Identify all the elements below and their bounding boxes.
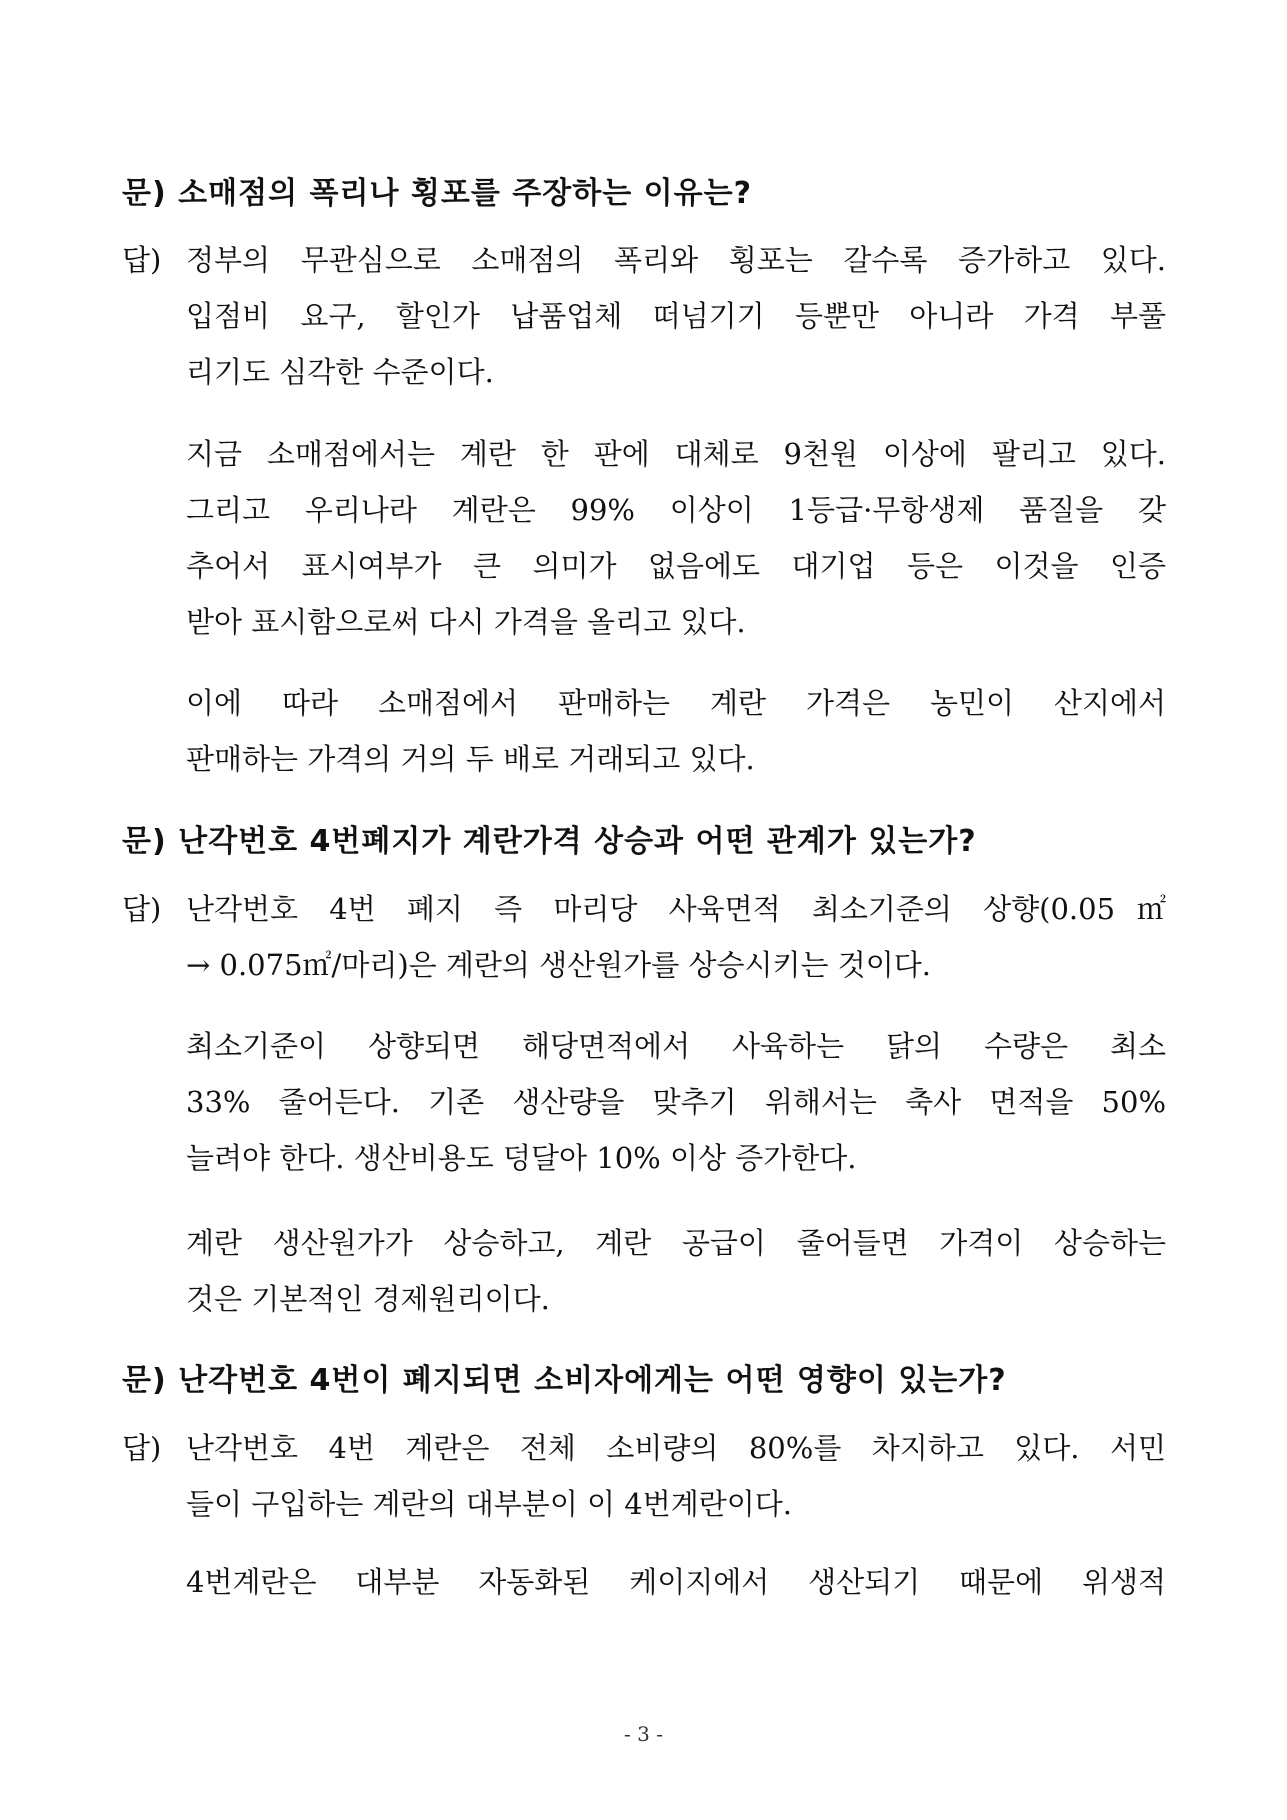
answer-1-paragraph-1 — [186, 232, 1166, 400]
text-line: 늘려야 한다. 생산비용도 덩달아 10% 이상 증가한다. — [186, 1141, 857, 1175]
text-line: 입점비 요구, 할인가 납품업체 떠넘기기 등뿐만 아니라 가격 부풀 — [186, 299, 1166, 333]
text-line: 들이 구입하는 계란의 대부분이 이 4번계란이다. — [186, 1487, 793, 1521]
text-line: 것은 기본적인 경제원리이다. — [186, 1282, 550, 1316]
text-line: 지금 소매점에서는 계란 한 판에 대체로 9천원 이상에 팔리고 있다. — [186, 437, 1166, 471]
answer-3-paragraph-2 — [186, 1554, 1166, 1610]
text-line: 33% 줄어든다. 기존 생산량을 맞추기 위해서는 축사 면적을 50% — [186, 1085, 1166, 1119]
question-3: 문) 난각번호 4번이 폐지되면 소비자에게는 어떤 영향이 있는가? — [122, 1363, 1007, 1398]
text-line: 받아 표시함으로써 다시 가격을 올리고 있다. — [186, 605, 746, 639]
text-line: 난각번호 4번 폐지 즉 마리당 사육면적 최소기준의 상향(0.05㎡ — [186, 892, 1166, 926]
text-line: 최소기준이 상향되면 해당면적에서 사육하는 닭의 수량은 최소 — [186, 1029, 1166, 1063]
answer-marker: 답) — [122, 892, 162, 926]
answer-1-paragraph-2 — [186, 426, 1166, 650]
question-1: 문) 소매점의 폭리나 횡포를 주장하는 이유는? — [122, 176, 752, 211]
page-number: - 3 - — [624, 1722, 663, 1746]
answer-marker: 답) — [122, 1431, 162, 1465]
answer-2-paragraph-1 — [186, 881, 1166, 993]
text-line: 그리고 우리나라 계란은 99% 이상이 1등급·무항생제 품질을 갖 — [186, 493, 1166, 527]
text-line: 리기도 심각한 수준이다. — [186, 355, 494, 389]
text-line: 4번계란은 대부분 자동화된 케이지에서 생산되기 때문에 위생적 — [186, 1565, 1166, 1599]
text-line: → 0.075㎡/마리)은 계란의 생산원가를 상승시키는 것이다. — [186, 948, 931, 982]
answer-marker: 답) — [122, 243, 162, 277]
text-line: 이에 따라 소매점에서 판매하는 계란 가격은 농민이 산지에서 — [186, 686, 1166, 720]
answer-3-paragraph-1 — [186, 1420, 1166, 1532]
text-line: 추어서 표시여부가 큰 의미가 없음에도 대기업 등은 이것을 인증 — [186, 549, 1166, 583]
answer-1-paragraph-3 — [186, 675, 1166, 787]
text-line: 정부의 무관심으로 소매점의 폭리와 횡포는 갈수록 증가하고 있다. — [186, 243, 1166, 277]
text-line: 판매하는 가격의 거의 두 배로 거래되고 있다. — [186, 742, 755, 776]
text-line: 난각번호 4번 계란은 전체 소비량의 80%를 차지하고 있다. 서민 — [186, 1431, 1166, 1465]
text-line: 계란 생산원가가 상승하고, 계란 공급이 줄어들면 가격이 상승하는 — [186, 1226, 1166, 1260]
answer-2-paragraph-3 — [186, 1215, 1166, 1327]
question-2: 문) 난각번호 4번폐지가 계란가격 상승과 어떤 관계가 있는가? — [122, 824, 977, 859]
answer-2-paragraph-2 — [186, 1018, 1166, 1186]
